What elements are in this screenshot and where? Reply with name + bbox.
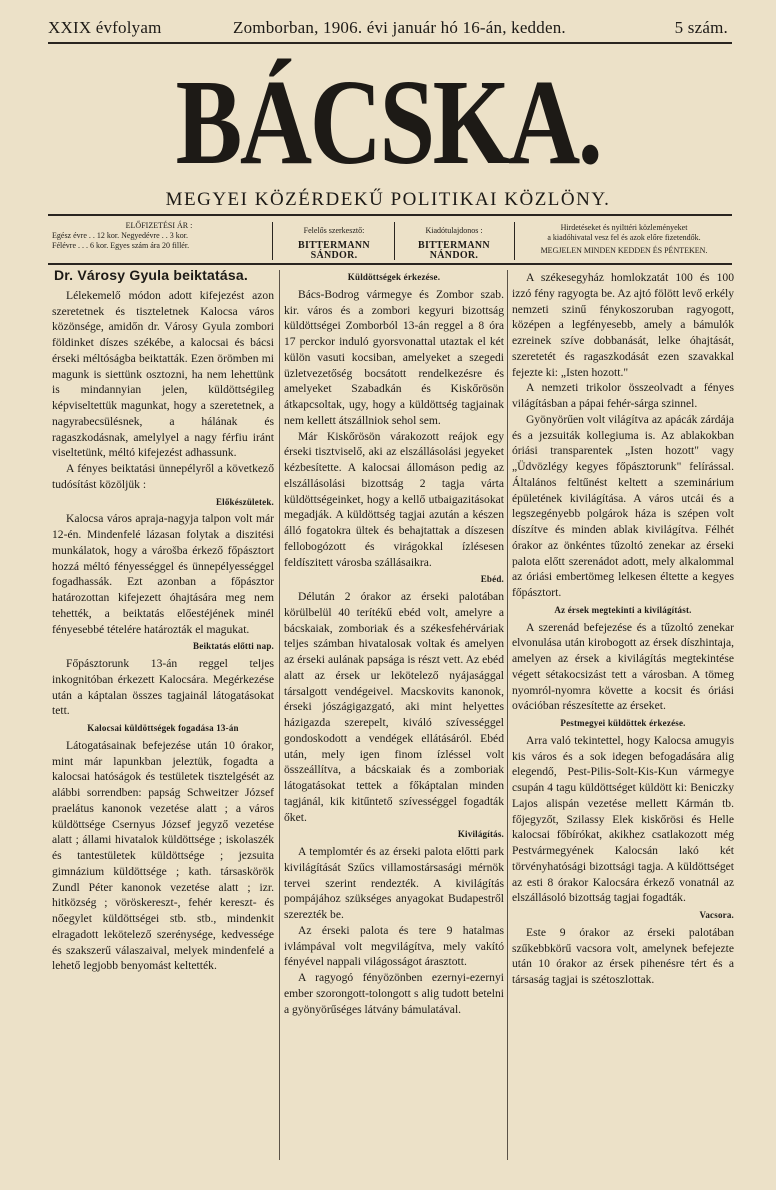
paragraph: Főpásztorunk 13-án reggel teljes inkognitóban érkezett Kalocsára. Megérkezése után a káptalan összes tagjainál látogatásokat tett. xyxy=(52,657,274,718)
paragraph: Délután 2 órakor az érseki palotában körülbelül 40 terítékű ebéd volt, amelyre a bácskaiak, zomboriak és a székesfehérváriak teljes számban hivatalosak voltak és amelyen az érseki aulának papsága is részt vett. Az ebéd alatt az érsek ur lekötelező nyájasággal társalgott vendégeivel. Macskovits kanonok, érseki jószágigazgató, aki mint helyettes házigazda szerepelt, kiváló szívességgel gondoskodott a vendégek ellátásáról. Ebéd után, mely igen finom ízléssel volt összeállítva, a bácskaiak és a zomboriak látogatásokat tettek a főkáptalan minden tagjánál, kik kitűntető szívességgel fogadták őket. xyxy=(284,590,504,824)
top-rule xyxy=(48,42,732,44)
paragraph: Gyönyörűen volt világítva az apácák zárdája és a jezsuiták kollegiuma is. Az ablakokban óriási transparentek „Isten hozott" vagy „Üdvözlégy kegyes főpásztorunk" felírással. Általános feltűnést keltett a szeminárium épületének kivilágítása. A város utcái és a legszegényebb polgárok háza is szépen volt díszítve és minden ablak kivilágítva. Félhét órakor az önkéntes tűzoltó zenekar az érseki palota előtt szerenádot adott, mely alkalommal az óriási embertömeg lelkesen éltette a kegyes főpásztort. xyxy=(512,412,734,599)
section-heading: Előkészületek. xyxy=(215,496,274,507)
volume-label: XXIX évfolyam xyxy=(48,18,162,37)
paragraph: A fényes beiktatási ünnepélyről a következő tudósítást közöljük : xyxy=(52,462,274,491)
subscription-title: ELŐFIZETÉSI ÁR : xyxy=(125,221,193,230)
ads-line-2: a kiadóhivatal vesz fel és azok előre fizetendők. xyxy=(547,233,701,242)
column-1 xyxy=(52,267,274,974)
paragraph: Lélekemelő módon adott kifejezést azon szeretetnek és tiszteletnek Kalocsa város közönsége, amidőn dr. Városy Gyula zombori földinket díszes székébe, a kalocsai és bácsi érseki méltóságba beiktatták. Ezen örömben mi magunk is siettünk osztozni, ha nem lehettünk is mindannyian jelen, küldöttségileg képviseltettük magunkat, hogy a szeretetnek, a nagyrabecsülésnek, a hálának és ragaszkodásnak, amelylyel a nagy férfiu iránt viseltetünk, méltó kifejezést adhassunk. xyxy=(52,288,274,460)
subscription-row-1: Egész évre . . 12 kor. Negyedévre . . 3 kor. xyxy=(52,231,188,240)
paragraph: A ragyogó fényözönben ezernyi-ezernyi ember szorongott-tolongott s alig tudott betelni a gyönyörűséges látvány bámulatával. xyxy=(284,971,504,1016)
section-heading: Ebéd. xyxy=(480,574,504,585)
info-divider xyxy=(514,222,515,260)
date-line: Zomborban, 1906. évi január hó 16-án, kedden. xyxy=(233,18,566,37)
section-heading: Küldöttségek érkezése. xyxy=(347,272,441,282)
paragraph: Este 9 órakor az érseki palotában szűkebbkörű vacsora volt, amelynek befejezte után 10 órakor az érsek pihenésre tért és a társaság tagjai is szétoszlottak. xyxy=(512,925,734,986)
article-headline: Dr. Városy Gyula beiktatása. xyxy=(54,267,248,283)
info-bottom-rule xyxy=(48,263,732,265)
paragraph: Látogatásainak befejezése után 10 órakor, mint már lapunkban jeleztük, fogadta a kalocsai hatóságok és testületek tisztelgését az alábbi sorrendben: papság Schweitzer József praelátus kanonok vezetése alatt ; a város küldöttsége Csernyus József jegyző vezetése alatt ; állami hivatalok küldöttsége ; iskolaszék és tantestületek küldöttsége ; jezsuita gimnázium küldöttsége ; kath. társaskörök Zundl Péter kanonok vezetése alatt ; izr. hitközség ; vöröskereszt-, fehér kereszt- és nőegylet küldöttségei stb. stb., mindenkit elragadott lekötelező szerénysége, kedvessége és szakszerű válaszaival, melyek mindenfelé a lehető legjobb benyomást keltették. xyxy=(52,738,274,973)
editor-block xyxy=(276,218,392,262)
section-heading: Kivilágítás. xyxy=(457,829,504,840)
column-2 xyxy=(284,270,504,1017)
paragraph: Arra való tekintettel, hogy Kalocsa amugyis kis város és a sok idegen befogadására alig elegendő, Pest-Pilis-Solt-Kis-Kun vármegye csupán 4 tagu küldöttséget küldött ki: Beniczky Lajos alispán vezetése mellett Kármán tb. főjegyzőt, Szilassy Elek kiskőrösi és Helle kalocsai főbírókat, akikhez csatlakozott még Pestvármegyének Kalocsán lakó két törvényhatósági bizottsági tagja. A küldöttséget az esti 8 órakor Kalocsára érkező vonatnál az elszállásoló bizottság tagjai fogadták. xyxy=(512,733,734,905)
info-box xyxy=(48,218,732,262)
paragraph: A templomtér és az érseki palota előtti park kivilágítását Szűcs villamostársasági mérnök tervei szerint rendezték. A kivilágítás pompájához szükséges anyagokat Budapestről szerezték be. xyxy=(284,845,504,921)
info-divider xyxy=(272,222,273,260)
ads-line-3: MEGJELEN MINDEN KEDDEN ÉS PÉNTEKEN. xyxy=(540,246,708,255)
subscription-row-2: Félévre . . . 6 kor. Egyes szám ára 20 fillér. xyxy=(52,241,190,250)
section-heading: Beiktatás előtti nap. xyxy=(193,641,274,652)
paragraph: Kalocsa város apraja-nagyja talpon volt már 12-én. Mindenfelé lázasan folytak a diszitési munkálatok, hogy a várošba érkező főpásztort hozzá méltó fényességgel és ünnepélyességgel fogadhassák. Ezt azonban a főpásztor határozottan kifejezett óhajtására meg nem tehették, a beiktatás előestéjének minél fényesebbé tételére határozták el magukat. xyxy=(52,512,274,636)
section-heading: Vacsora. xyxy=(699,910,734,920)
publisher-label: Kiadótulajdonos : xyxy=(425,226,483,235)
publisher-name: BITTERMANN NÁNDOR. xyxy=(418,240,490,261)
subscription-prices xyxy=(48,218,270,262)
info-top-rule xyxy=(48,214,732,216)
section-heading: Pestmegyei küldöttek érkezése. xyxy=(560,718,686,728)
issue-header-line xyxy=(48,18,728,40)
paragraph: Már Kiskőrösön várakozott reájok egy érseki tisztviselő, aki az elszállásolási jegyeket kézbesítette. A kalocsai állomáson pedig az elszállásolási bizottság 2 tagja várta küldöttségeinket, hogy a kellő utbaigazitásokat megadják. A küldöttség tagjai azután a készen álló fogatokra ültek és behajtattak a díszesen fellobogózott és virágokkal ízlésesen feldíszitett városba szállásaikra. xyxy=(284,429,504,569)
issue-number: 5 szám. xyxy=(674,18,728,37)
editor-name: BITTERMANN SÁNDOR. xyxy=(298,240,370,261)
paragraph: Bács-Bodrog vármegye és Zombor szab. kir. város és a zombori kegyuri bizottság küldöttségei Zomborból 13-án reggel a 8 óra 17 perckor induló gyorsvonattal utaztak el két külön vasuti kocsiban, amelyeket a szegedi üzletvezetőség bocsátott rendelkezésre és amelyeket Szabadkán és Kiskőrösön átkapcsoltak, ugy, hogy a küldöttség tagjainak nem kellett átszállniok sehol sem. xyxy=(284,287,504,427)
column-divider xyxy=(279,270,280,1160)
paragraph: Az érseki palota és tere 9 hatalmas ivlámpával volt megvilágítva, mely vakító fényével nappali világosságot árasztott. xyxy=(284,923,504,969)
section-heading: Az érsek megtekinti a kivilágítást. xyxy=(554,604,692,615)
paragraph: A szerenád befejezése és a tűzoltó zenekar elvonulása után kirobogott az érsek díszhintaja, amelyen az érsek a kivilágítás megtekintése végett sétakocsizást tett a városban. A tömeg nyomról-nyomra követte a kocsit és óriási ovációban részesítette az érseket. xyxy=(512,620,734,713)
ads-line-1: Hirdetéseket és nyilttéri közleményeket xyxy=(560,223,688,232)
column-3 xyxy=(512,270,734,988)
info-divider xyxy=(394,222,395,260)
ads-notice xyxy=(516,218,732,262)
masthead-title: BÁCSKA. xyxy=(175,55,601,190)
paragraph: A székesegyház homlokzatát 100 és 100 izzó fény ragyogta be. Az ajtó fölött levő erkély nemzeti szinű fénykoszoruban ragyogott, középen a legfényesebb, amely a bámulók ezreinek szíve dobbanását, lelke óhajtását, szeretetét és ragaszkodását ezen szavakkal fejezte ki: „Isten hozott." xyxy=(512,271,734,379)
section-heading: Kalocsai küldöttségek fogadása 13-án xyxy=(87,723,239,733)
editor-label: Felelős szerkesztő: xyxy=(303,226,365,235)
paragraph: A nemzeti trikolor összeolvadt a fényes világításban a pápai fehér-sárga szinnel. xyxy=(512,381,734,410)
column-divider xyxy=(507,270,508,1160)
publisher-block xyxy=(396,218,512,262)
masthead-subtitle: MEGYEI KÖZÉRDEKŰ POLITIKAI KÖZLÖNY. xyxy=(165,189,611,210)
